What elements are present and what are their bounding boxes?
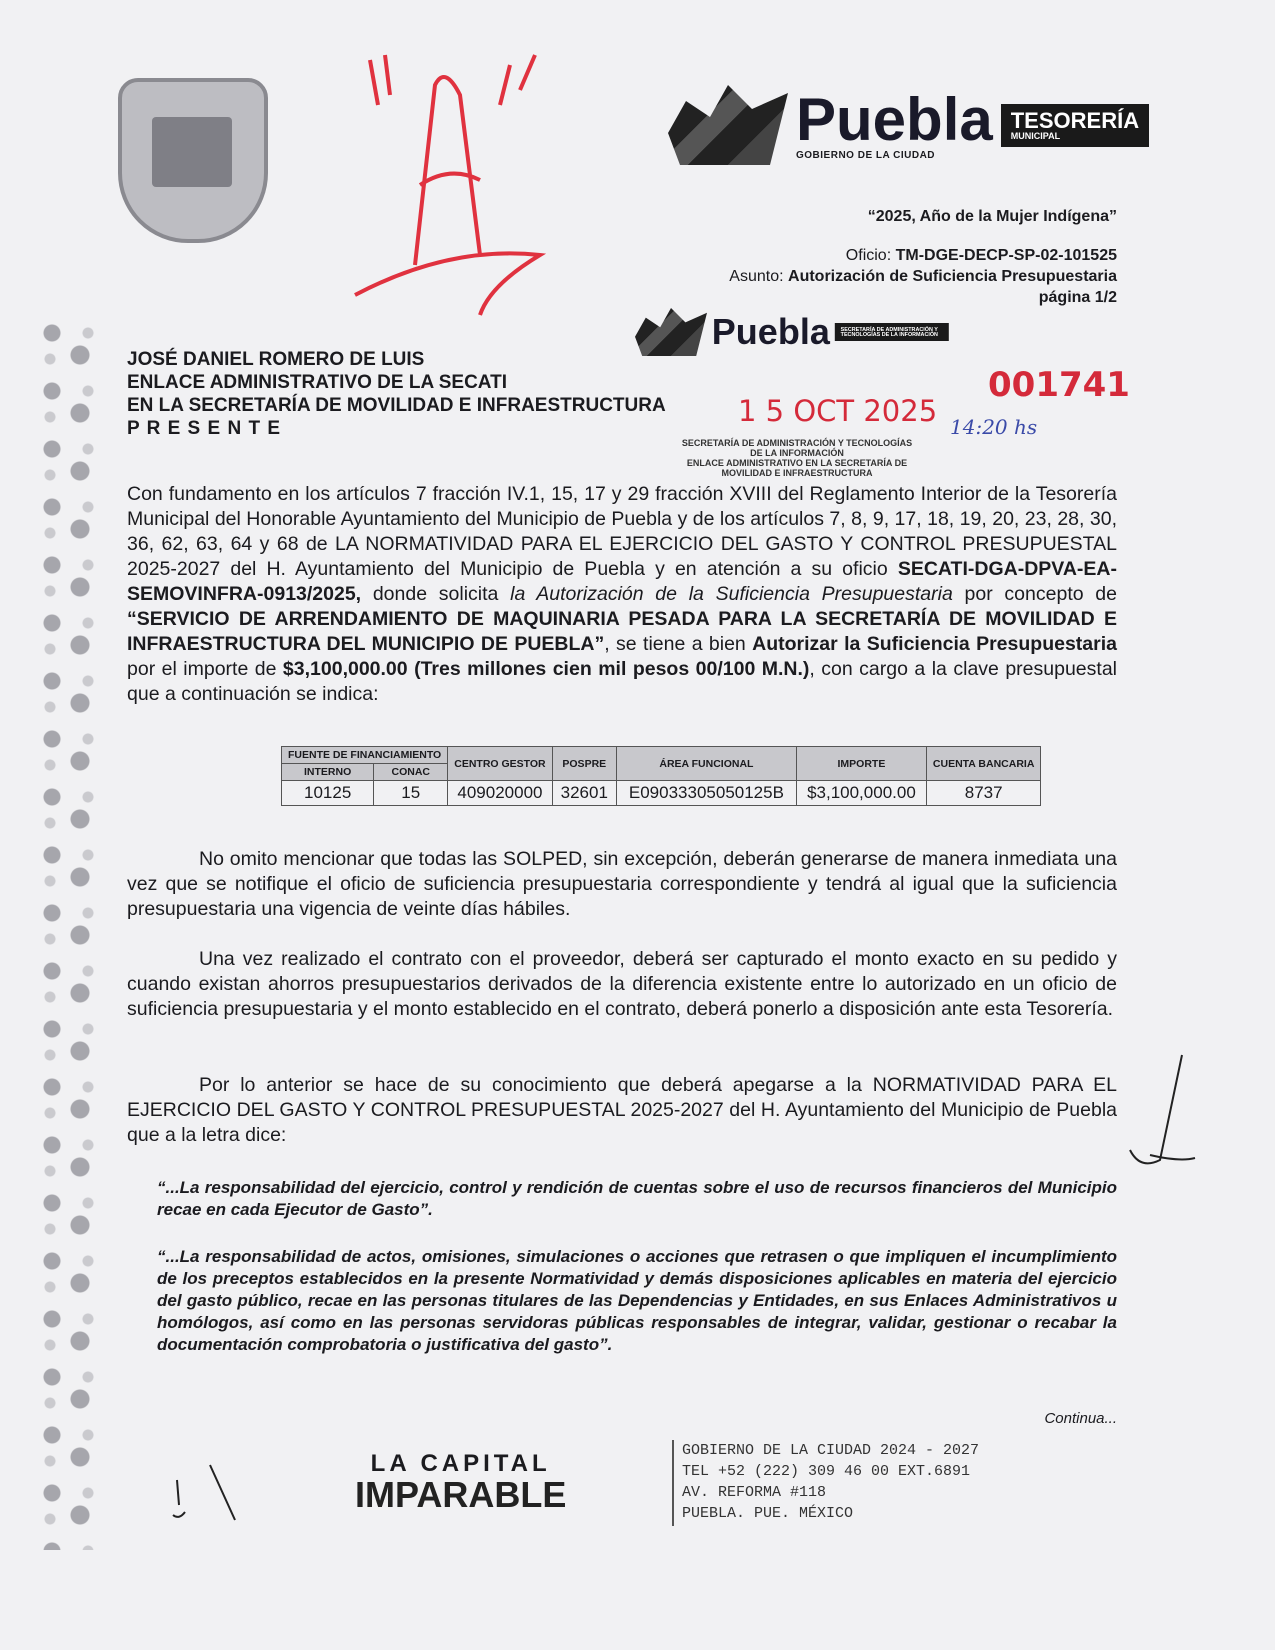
table-row: 10125 15 409020000 32601 E09033305050125B $3,100,000.00 8737 [282,781,1041,806]
quote-responsibility: “...La responsabilidad del ejercicio, control y rendición de cuentas sobre el uso de recursos financieros del Municipio recae en cada Ejecutor de Gasto”. [157,1178,1117,1219]
decorative-border [30,315,100,1550]
received-stamp-logo: Puebla SECRETARÍA DE ADMINISTRACIÓN Y TECNOLOGÍAS DE LA INFORMACIÓN [635,308,949,356]
logo-subtitle: GOBIERNO DE LA CIUDAD [796,149,936,161]
stamp-folio: 001741 [988,365,1130,405]
continues-label: Continua... [1044,1410,1117,1427]
tesoreria-badge: TESORERÍA MUNICIPAL [1001,104,1149,147]
handwritten-annotation [350,45,560,325]
year-motto: “2025, Año de la Mujer Indígena” [867,208,1117,225]
stamp-time: 14:20 hs [950,415,1038,439]
logo-text: Puebla [796,85,993,153]
addressee-block: JOSÉ DANIEL ROMERO DE LUIS ENLACE ADMINISTRATIVO DE LA SECATI EN LA SECRETARÍA DE MOVILIDAD E INFRAESTRUCTURA P R E S E N T E [127,349,666,439]
quote-accountability: “...La responsabilidad de actos, omisiones, simulaciones o acciones que retrasen o que impliquen el incumplimiento de los preceptos establecidos en la presente Normatividad y demás disposiciones aplicables en materia del ejercicio del gasto público, recae en las personas titulares de las Dependencias y Entidades, en sus Enlaces Administrativos u homólogos, así como en las personas servidoras públicas responsables de integrar, validar, gestionar o recabar la documentación comprobatoria o justificativa del gasto”. [157,1247,1117,1354]
stamp-date: 1 5 OCT 2025 [738,394,938,428]
paragraph-normativity: Por lo anterior se hace de su conocimiento que deberá apegarse a la NORMATIVIDAD PARA EL EJERCICIO DEL GASTO Y CONTROL PRESUPUESTAL 2025-2027 del H. Ayuntamiento del Municipio de Puebla que a la letra dice: [127,1074,1117,1146]
city-seal-logo [118,78,268,243]
handwritten-initials [165,1460,245,1530]
document-reference: Oficio: TM-DGE-DECP-SP-02-101525 Asunto: Autorización de Suficiencia Presupuestaria página 1/2 [729,247,1117,306]
slogan-logo: LA CAPITAL IMPARABLE [355,1450,567,1515]
budget-key-table: FUENTE DE FINANCIAMIENTO CENTRO GESTOR POSPRE ÁREA FUNCIONAL IMPORTE CUENTA BANCARIA INTERNO CONAC 10125 15 409020000 32601 E09033305050125B $3,100,000.00 8737 [281,746,1041,806]
signature-initials [1120,1050,1200,1200]
city-skyline-icon [668,85,788,165]
paragraph-solped: No omito mencionar que todas las SOLPED, sin excepción, deberán generarse de manera inmediata una vez que se notifique el oficio de suficiencia presupuestaria correspondiente y tendrá al igual que la suficiencia presupuestaria una vigencia de veinte días hábiles. [127,848,1117,920]
paragraph-contract: Una vez realizado el contrato con el proveedor, deberá ser capturado el monto exacto en su pedido y cuando existan ahorros presupuestarios derivados de la diferencia existente entre lo autorizado en un oficio de suficiencia presupuestaria y el monto establecido en el contrato, deberá ponerlo a disposición ante esta Tesorería. [127,948,1117,1020]
puebla-tesoreria-logo [668,85,1149,165]
paragraph-authorization: Con fundamento en los artículos 7 fracción IV.1, 15, 17 y 29 fracción XVIII del Reglamento Interior de la Tesorería Municipal del Honorable Ayuntamiento del Municipio de Puebla y de los artículos 7, 8, 9, 17, 18, 19, 20, 23, 28, 30, 36, 62, 63, 64 y 68 de LA NORMATIVIDAD PARA EL EJERCICIO DEL GASTO Y CONTROL PRESUPUESTAL 2025-2027 del H. Ayuntamiento del Municipio de Puebla y en atención a su oficio SECATI-DGA-DPVA-EA-SEMOVINFRA-0913/2025, donde solicita la Autorización de la Suficiencia Presupuestaria por concepto de “SERVICIO DE ARRENDAMIENTO DE MAQUINARIA PESADA PARA LA SECRETARÍA DE MOVILIDAD E INFRAESTRUCTURA DEL MUNICIPIO DE PUEBLA”, se tiene a bien Autorizar la Suficiencia Presupuestaria por el importe de $3,100,000.00 (Tres millones cien mil pesos 00/100 M.N.), con cargo a la clave presupuestal que a continuación se indica: [127,483,1117,705]
stamp-text: SECRETARÍA DE ADMINISTRACIÓN Y TECNOLOGÍAS DE LA INFORMACIÓN ENLACE ADMINISTRATIVO EN LA SECRETARÍA DE MOVILIDAD E INFRAESTRUCTURA [681,438,913,478]
footer-contact: GOBIERNO DE LA CIUDAD 2024 - 2027 TEL +52 (222) 309 46 00 EXT.6891 AV. REFORMA #118 PUEBLA. PUE. MÉXICO [672,1440,979,1526]
